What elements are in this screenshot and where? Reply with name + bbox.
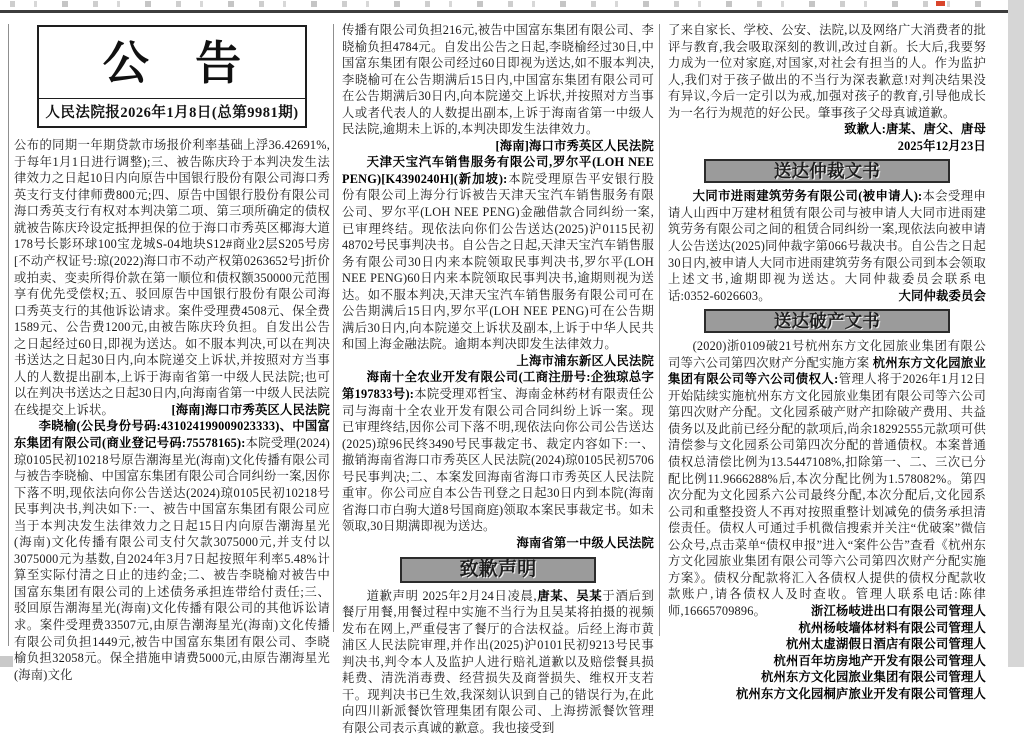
apology-intro: 道歉声明 2025年2月24日凌晨, (367, 589, 537, 603)
page-edge-strip (1008, 0, 1024, 667)
section-title: 送达破产文书 (774, 311, 880, 331)
column-2 (342, 22, 654, 736)
court-signature: [海南]海口市秀英区人民法院 (171, 402, 330, 419)
notice-body: 本院受理邓哲宝、海南金林药材有限责任公司与海南十全农业开发有限公司合同纠纷上诉一案。现已审理终结,因你公司下落不明,现依法向你公司公告送达(2025)琼96民终3490号民事裁定书、裁定内容如下:一、撤销海南省海口市秀英区人民法院(2024)琼0105民初5706号民事判决;二、本案发回海南省海口市秀英区人民法院重审。你公司应自本公告刊登之日起30日内到本院(海南省海口市白驹大道8号国商庭)领取本案民事裁定书。如未领取,30日期满即视为送达。 (342, 387, 654, 533)
column-1 (14, 22, 330, 683)
arbitration-signature: 大同仲裁委员会 (874, 288, 986, 305)
masthead-date: 人民法院报2026年1月8日(总第9981期) (39, 98, 305, 127)
administrator-signature: 杭州太虚湖假日酒店有限公司管理人 (668, 636, 986, 653)
court-signature: 海南省第一中级人民法院 (492, 535, 654, 552)
notice-li-xiaoyu-continued (342, 22, 654, 154)
apology-body: 于酒后到餐厅用餐,用餐过程中实施不当行为且吴某将拍摄的视频发布在网上,严重侵害了餐厅的合法权益。后经上海市黄浦区人民法院审理,并作出(2025)沪0101民初9213号民事判决书,判令本人及监护人进行赔礼道歉以及赔偿餐具损耗费、清洗消毒费、经营损失及商誉损失、维权开支若干。现判决书已生效,我深刻认识到自己的错误行为,在此向四川新派餐饮管理集团有限公司、上海捞派餐饮管理有限公司表示真诚的歉意。我也接受到 (342, 589, 654, 735)
cropped-red-masthead-fragment (936, 1, 945, 6)
page-corner-shadow (0, 656, 13, 667)
notice-hainan-shiquan (342, 369, 654, 551)
section-title: 致歉声明 (460, 559, 537, 580)
section-header-apology (400, 557, 596, 583)
court-signature: 上海市浦东新区人民法院 (492, 353, 654, 370)
left-column-rule (8, 24, 9, 646)
cropped-masthead-fragments (10, 1, 1000, 7)
notice-recipients: 李晓榆(公民身份号码:431024199009023333)、中国富东集团有限公司(商业登记号码:75578165): (14, 419, 330, 450)
section-header-arbitration (704, 159, 950, 183)
notice-recipients: 大同市进雨建筑劳务有限公司(被申请人): (693, 189, 923, 203)
administrator-signature: 浙江杨岐进出口有限公司管理人 (786, 603, 986, 620)
administrator-signature: 杭州百年坊房地产开发有限公司管理人 (668, 653, 986, 670)
notice-li-xiaoyu (14, 418, 330, 683)
apology-body: 了来自家长、学校、公安、法院,以及网络广大消费者的批评与教育,我会吸取深刻的教训,改过自新。长大后,我要努力成为一位对家庭,对国家,对社会有担当的人。作为监护人,我们对于孩子做出的不当行为深表歉意!对判决结果没有异议,今后一定引以为戒,加强对孩子的教育,引导他成长为一名行为规范的好公民。肇事孩子父母真诚道歉。 (668, 23, 986, 120)
apology-statement (342, 588, 654, 736)
notice-body: 传播有限公司负担216元,被告中国富东集团有限公司、李晓榆负担4784元。自发出公告之日起,李晓榆经过30日,中国富东集团有限公司经过60日即视为送达,如不服本判决,李晓榆可在公告期满后15日内,中国富东集团有限公司可在公告期满后30日内,向本院递交上诉状,并按照对方当事人或者代表人的人数提出副本,上诉于海南省第一中级人民法院,逾期未上诉的,本判决即发生法律效力。 (342, 23, 654, 136)
apology-statement-continued (668, 22, 986, 138)
notice-body: 管理人将于2026年1月12日开始陆续实施杭州东方文化园旅业集团有限公司等六公司第四次财产分配。文化园系破产财产扣除破产费用、共益债务以及此前已经分配的款项后,尚余18292555元款项可供清偿参与文化园系公司第四次分配的普通债权。本案普通债权总清偿比例为13.5447108%,扣除第一、二、三次已分配比例11.9666288%后,本次分配比例为1.578082%。第四次分配为文化园系六公司最终分配,本次分配后,文化园系公司和重整投资人不再对按照重整计划减免的债务承担清偿责任。债权人可通过手机微信搜索并关注“优破案”微信公众号,点击菜单“债权申报”进入“案件公告”查看《杭州东方文化园旅业集团有限公司等六公司第四次财产分配实施方案》。债权分配款将汇入各债权人提供的债权分配款收款账户,请各债权人及时查收。管理人联系电话:陈律师,16665709896。 (668, 372, 986, 618)
apology-date: 2025年12月23日 (668, 138, 986, 155)
administrator-signature: 杭州杨岐墙体材料有限公司管理人 (668, 620, 986, 637)
masthead-rule (0, 10, 1009, 13)
notice-recipients: 天津天宝汽车销售服务有限公司,罗尔平(LOH NEE PENG)[K4390240H](新加坡): (342, 155, 654, 186)
page-title: 公 告 (39, 27, 305, 98)
notice-body: 本院受理(2024)琼0105民初10218号原告潮海星光(海南)文化传播有限公司与被告李晓榆、中国富东集团有限公司合同纠纷一案,因你下落不明,现依法向你公告送达(2024)琼0105民初10218号民事判决书,判决如下:一、被告中国富东集团有限公司应当于本判决发生法律效力之日起15日内向原告潮海星光(海南)文化传播有限公司支付欠款3075000元,并支付以3075000元为基数,自2024年3月7日起按照年利率5.48%计算至实际付清之日止的违约金;二、被告李晓榆对被告中国富东集团有限公司的上述债务承担连带给付责任;三、驳回原告潮海星光(海南)文化传播有限公司的其他诉讼请求。案件受理费33507元,由原告潮海星光(海南)文化传播有限公司负担1449元,被告中国富东集团有限公司、李晓榆负担32058元。保全措施申请费5000元,由原告潮海星光(海南)文化 (14, 436, 330, 682)
apology-signature: 致歉人:唐某、唐父、唐母 (844, 121, 986, 138)
notice-hangzhou-bankruptcy (668, 338, 986, 619)
administrator-signature: 杭州东方文化园旅业集团有限公司管理人 (668, 669, 986, 686)
section-title: 送达仲裁文书 (774, 161, 880, 181)
notice-body: 本会受理申请人山西中万建材租赁有限公司与被申请人大同市进雨建筑劳务有限公司之间的租赁合同纠纷一案,现依法向被申请人公告送达(2025)同仲裁字第066号裁决书。自公告之日起30日内,被申请人大同市进雨建筑劳务有限公司到本会领取上述文书,逾期即视为送达。大同仲裁委员会联系电话:0352-6026603。 (668, 189, 986, 302)
notice-bank-judgment (14, 137, 330, 418)
notice-body: 公布的同期一年期贷款市场报价利率基础上浮36.42691%,于每年1月1日进行调整);三、被告陈庆玲于本判决发生法律效力之日起10日内向原告中国银行股份有限公司海口秀英支行支付律师费800元;四、原告中国银行股份有限公司海口秀英支行有权对本判决第二项、第三项所确定的债权就被告陈庆玲设定抵押担保的位于海口市秀英区椰海大道178号长影环球100宝龙城S-04地块S12#商业2层S205号房[不动产权证号:琼(2022)海口市不动产权第0263652号]折价或拍卖、变卖所得价款在第一顺位和债权额350000元范围享有优先受偿权;五、驳回原告中国银行股份有限公司海口秀英支行的其他诉讼请求。案件受理费4508元、保全费1589元、公告费1200元,由被告陈庆玲负担。自发出公告之日起经过60日,即视为送达。如不服本判决,可以在判决书送达之日起30日内,向本院递交上诉状,并按照对方当事人的人数提出副本,上诉于海南省第一中级人民法院;也可以在判决书送达之日起30日内,向海南省第一中级人民法院在线提交上诉状。 (14, 138, 330, 417)
column-3 (668, 22, 986, 702)
section-header-bankruptcy (704, 309, 950, 333)
column-divider-2 (659, 24, 660, 636)
apology-names: 唐某、吴某 (537, 589, 603, 603)
notice-recipients: 海南十全农业开发有限公司(工商注册号:企独琼总字第197833号): (342, 370, 654, 401)
announcement-masthead-box (37, 25, 307, 128)
administrator-signature: 杭州东方文化园桐庐旅业开发有限公司管理人 (668, 686, 986, 703)
notice-datong-arbitration (668, 188, 986, 304)
notice-tianjin-tianbao (342, 154, 654, 369)
notice-case-reference: (2020)浙0109破21号杭州东方文化园旅业集团有限公司等六公司第四次财产分配实施方案 (668, 339, 986, 370)
column-divider-1 (333, 24, 334, 632)
notice-body: 本院受理原告平安银行股份有限公司上海分行诉被告天津天宝汽车销售服务有限公司、罗尔平(LOH NEE PENG)金融借款合同纠纷一案,已审理终结。现依法向你们公告送达(2025)沪0115民初48702号民事判决书。自公告之日起,天津天宝汽车销售服务有限公司30日内来本院领取民事判决书,罗尔平(LOH NEE PENG)60日内来本院领取民事判决书,逾期则视为送达。如不服本判决,天津天宝汽车销售服务有限公司可在公告期满后15日内,罗尔平(LOH NEE PENG)可在公告期满后30日内,向本院递交上诉状及副本,上诉于中华人民共和国上海金融法院。逾期本判决即发生法律效力。 (342, 172, 654, 351)
notice-recipients: 杭州东方文化园旅业集团有限公司等六公司债权人: (668, 356, 986, 387)
court-signature: [海南]海口市秀英区人民法院 (495, 138, 654, 155)
